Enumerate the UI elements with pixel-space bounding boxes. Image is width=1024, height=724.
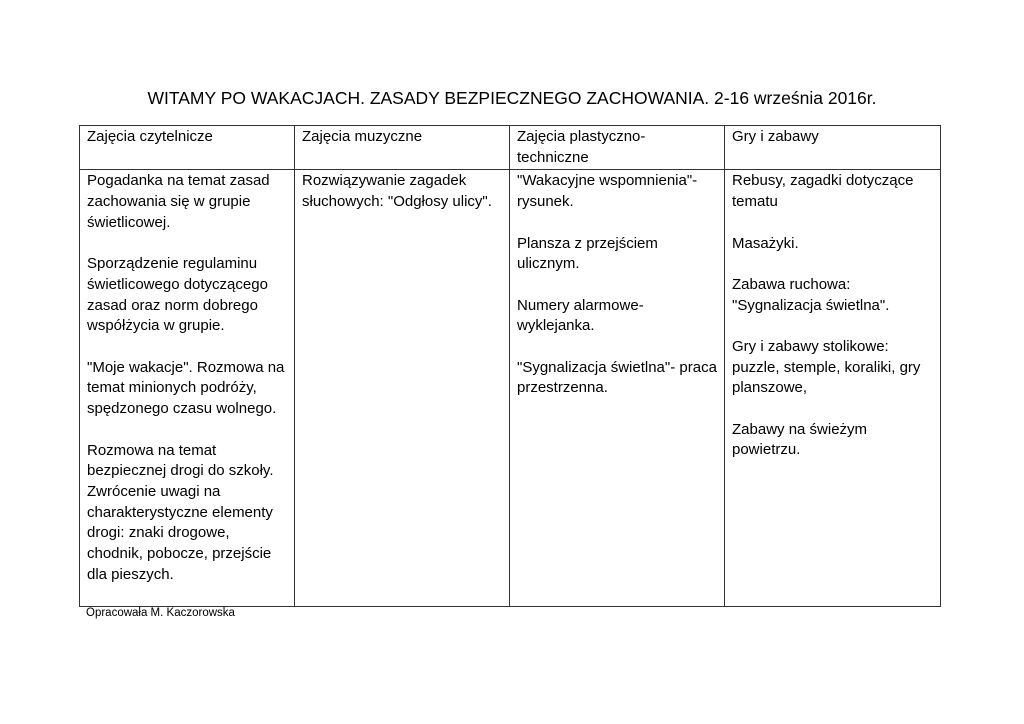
activity-table	[79, 125, 941, 607]
table-row	[80, 170, 941, 607]
header-reading: Zajęcia czytelnicze	[80, 126, 295, 170]
author-note: Opracowała M. Kaczorowska	[86, 607, 235, 619]
list-item: Pogadanka na temat zasad zachowania się w grupie świetlicowej.	[87, 172, 270, 231]
list-item: "Wakacyjne wspomnienia"- rysunek.	[517, 172, 698, 211]
list-item: Numery alarmowe- wyklejanka.	[517, 296, 644, 335]
list-item: Rozmowa na temat bezpiecznej drogi do szkoły. Zwrócenie uwagi na charakterystyczne elementy drogi: znaki drogowe, chodnik, pobocze, przejście dla pieszych.	[87, 441, 274, 583]
list-item: Gry i zabawy stolikowe: puzzle, stemple, koraliki, gry planszowe,	[732, 337, 921, 397]
cell-music	[295, 170, 510, 607]
list-item: Rozwiązywanie zagadek słuchowych: "Odgłosy ulicy".	[302, 172, 492, 211]
header-games: Gry i zabawy	[725, 126, 941, 170]
list-item: "Sygnalizacja świetlna"- praca przestrzenna.	[517, 358, 717, 397]
list-item: Plansza z przejściem ulicznym.	[517, 234, 658, 273]
cell-art	[510, 170, 725, 607]
list-item: Sporządzenie regulaminu świetlicowego dotyczącego zasad oraz norm dobrego współżycia w grupie.	[87, 255, 268, 335]
list-item: Masażyki.	[732, 234, 799, 252]
list-item: Rebusy, zagadki dotyczące tematu	[732, 172, 914, 211]
list-item: Zabawa ruchowa: "Sygnalizacja świetlna".	[732, 275, 890, 314]
cell-games	[725, 170, 941, 607]
header-music: Zajęcia muzyczne	[295, 126, 510, 170]
cell-reading	[80, 170, 295, 607]
table-header-row	[80, 126, 941, 170]
list-item: "Moje wakacje". Rozmowa na temat minionych podróży, spędzonego czasu wolnego.	[87, 358, 285, 418]
header-art: Zajęcia plastyczno-techniczne	[510, 126, 725, 170]
list-item: Zabawy na świeżym powietrzu.	[732, 420, 868, 459]
page-title: WITAMY PO WAKACJACH. ZASADY BEZPIECZNEGO ZACHOWANIA. 2-16 września 2016r.	[147, 88, 877, 108]
